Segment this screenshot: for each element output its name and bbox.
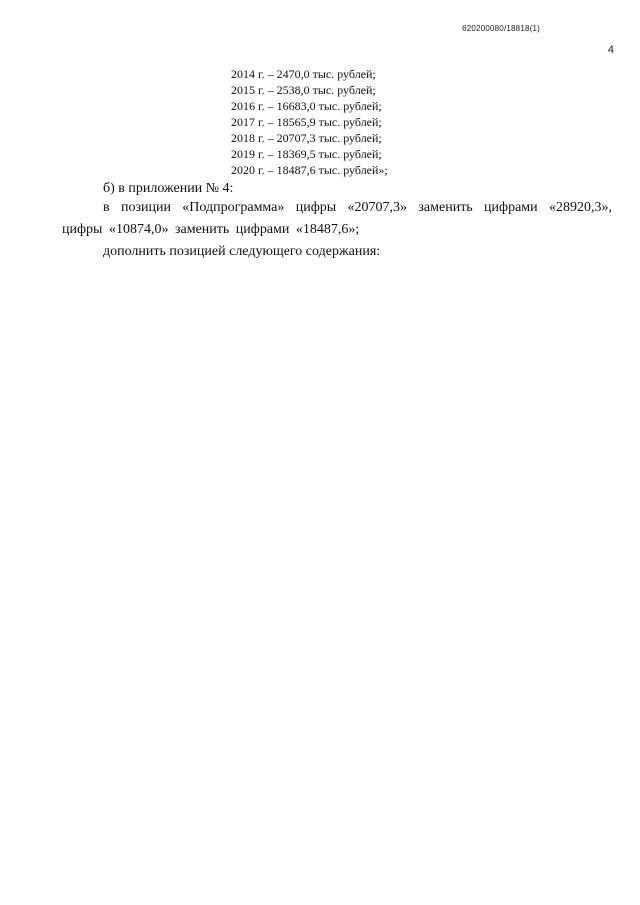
year-item-2014: 2014 г. – 2470,0 тыс. рублей; [231,67,376,81]
year-funding-list [231,66,388,178]
document-code: 620200080/18818(1) [462,24,540,33]
page-number: 4 [607,44,614,56]
paragraph-add-position: дополнить позицией следующего содержания: [103,244,381,259]
paragraph-replace-figures: в позиции «Подпрограмма» цифры «20707,3» заменить цифрами «28920,3», цифры «10874,0» заменить цифрами «18487,6»; [62,200,612,237]
paragraph-item-b: б) в приложении № 4: [103,181,234,196]
year-item-2016: 2016 г. – 16683,0 тыс. рублей; [231,99,382,113]
year-item-2017: 2017 г. – 18565,9 тыс. рублей; [231,115,382,129]
year-item-2015: 2015 г. – 2538,0 тыс. рублей; [231,83,376,97]
year-item-2018: 2018 г. – 20707,3 тыс. рублей; [231,131,382,145]
year-item-2020: 2020 г. – 18487,6 тыс. рублей»; [231,163,388,177]
year-item-2019: 2019 г. – 18369,5 тыс. рублей; [231,147,382,161]
